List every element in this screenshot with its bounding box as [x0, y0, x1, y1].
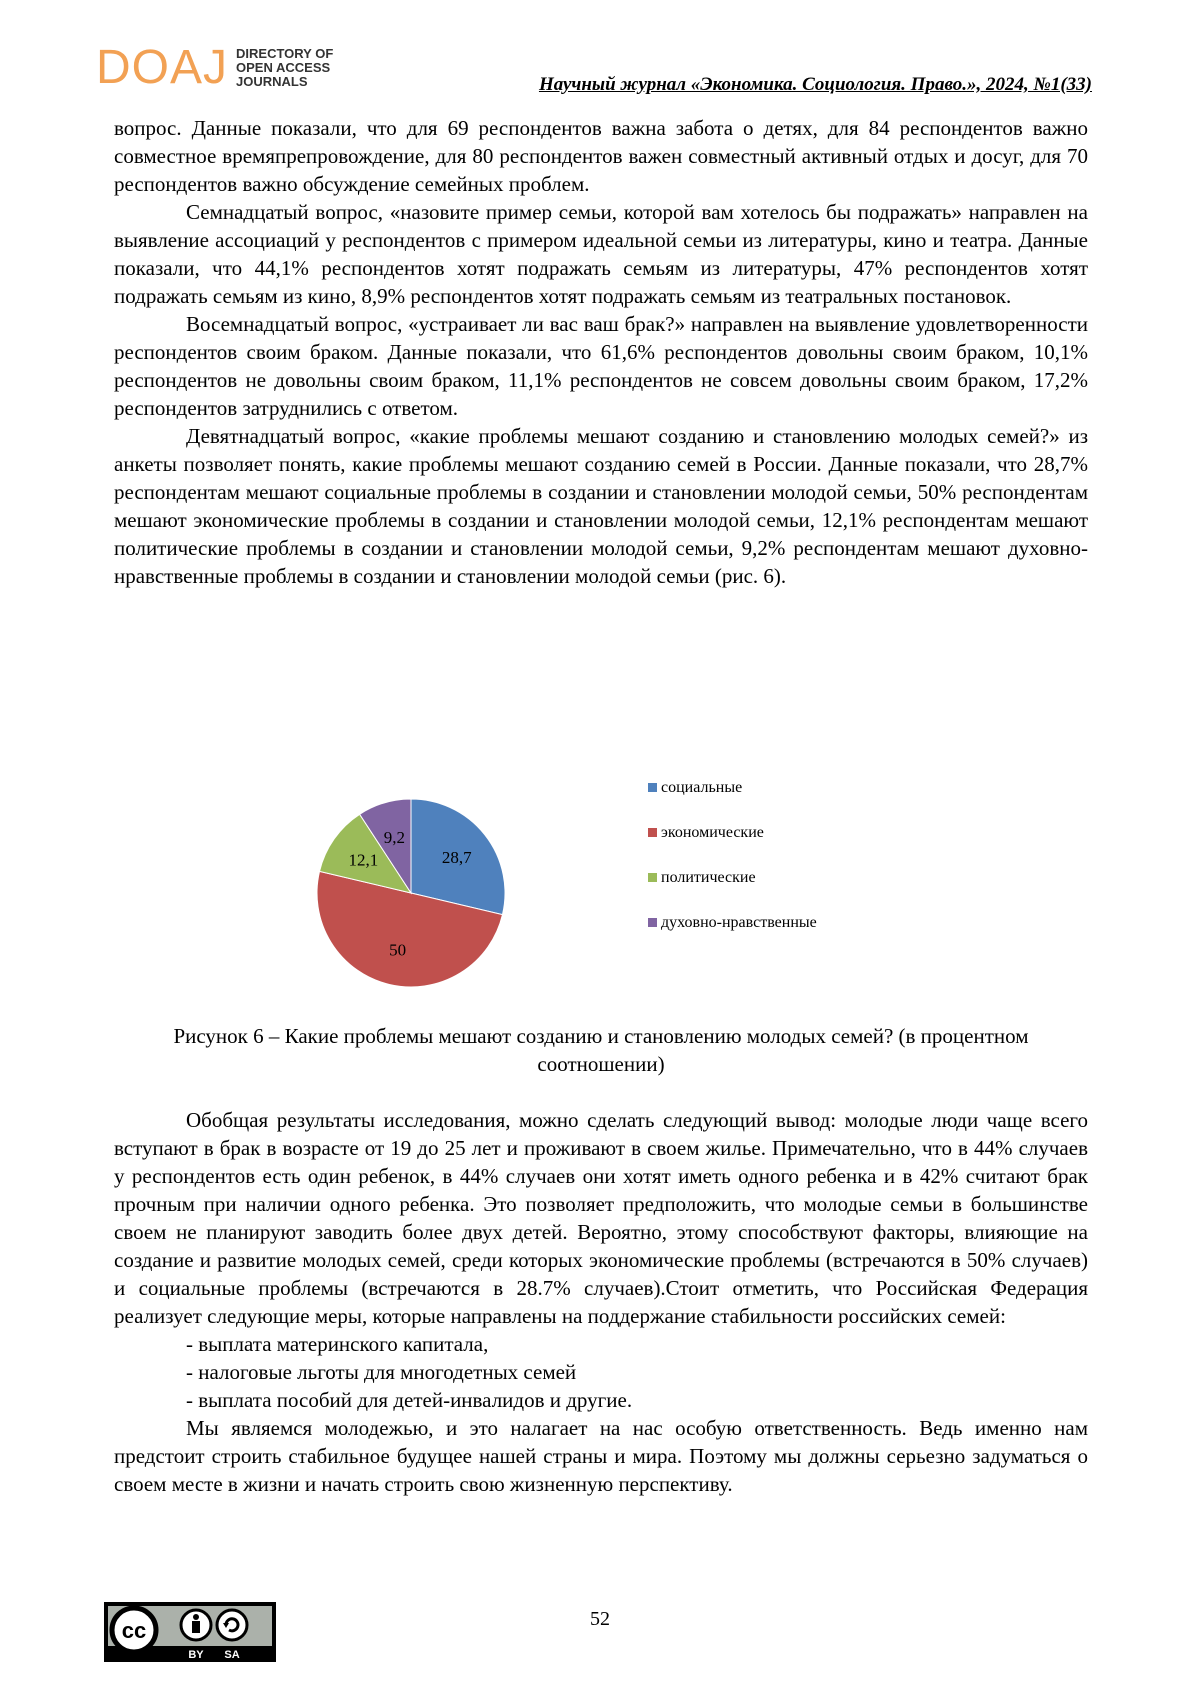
legend-label-3: политические	[661, 869, 756, 886]
pie-slice-label-1: 28,7	[441, 847, 472, 867]
by-label: BY	[188, 1649, 204, 1661]
page-header	[96, 41, 1096, 100]
doaj-sub-line-2: OPEN ACCESS	[236, 60, 331, 75]
paragraph-2: Семнадцатый вопрос, «назовите пример семьи, которой вам хотелось бы подражать» направлен на выявление ассоциаций у респондентов с примером идеальной семьи из литературы, кино и театра. Данные показали, что 44,1% респондентов хотят подражать семьям из литературы, 47% респондентов хотят подражать семьям из кино, 8,9% респондентов хотят подражать семьям из театральных постановок.	[114, 200, 1088, 308]
pie-chart	[114, 770, 1088, 1010]
body-text-top	[114, 114, 1088, 590]
paragraph-5: Обобщая результаты исследования, можно сделать следующий вывод: молодые люди чаще всего вступают в брак в возрасте от 19 до 25 лет и проживают в своем жилье. Примечательно, что в 44% случаев у респондентов есть один ребенок, в 44% случаев они хотят иметь одного ребенка и в 42% считают брак прочным при наличии одного ребенка. Это позволяет предположить, что молодые семьи в большинстве своем не планируют заводить более двух детей. Вероятно, этому способствуют факторы, влияющие на создание и развитие молодых семей, среди которых экономические проблемы (встречаются в 50% случаев) и социальные проблемы (встречаются в 28.7% случаев).Стоит отметить, что Российская Федерация реализует следующие меры, которые направлены на поддержание стабильности российских семей:	[114, 1108, 1088, 1328]
cc-icon-glyph: cc	[121, 1618, 147, 1643]
legend-swatch-3	[648, 873, 657, 882]
pie-slice-label-2: 50	[389, 940, 407, 960]
paragraph-4: Девятнадцатый вопрос, «какие проблемы мешают созданию и становлению молодых семей?» из анкеты позволяет понять, какие проблемы мешают созданию семей в России. Данные показали, что 28,7% респондентам мешают социальные проблемы в создании и становлении молодой семьи, 50% респондентам мешают экономические проблемы в создании и становлении молодой семьи, 12,1% респондентам мешают политические проблемы в создании и становлении молодой семьи, 9,2% респондентам мешают духовно-нравственные проблемы в создании и становлении молодой семьи (рис. 6).	[114, 424, 1088, 588]
doaj-logo	[96, 41, 334, 94]
closing-paragraph: Мы являемся молодежью, и это налагает на нас особую ответственность. Ведь именно нам предстоит строить стабильное будущее нашей страны и мира. Поэтому мы должны серьезно задуматься о своем месте в жизни и начать строить свою жизненную перспективу.	[114, 1416, 1088, 1496]
pie-chart-figure	[114, 770, 1088, 1010]
list-item-1: - выплата материнского капитала,	[186, 1332, 489, 1356]
cc-by-sa-badge	[104, 1602, 276, 1662]
legend-label-1: социальные	[661, 779, 743, 796]
paragraph-3: Восемнадцатый вопрос, «устраивает ли вас ваш брак?» направлен на выявление удовлетворенности респондентов своим браком. Данные показали, что 61,6% респондентов довольны своим браком, 10,1% респондентов не довольны своим браком, 11,1% респондентов не совсем довольны своим браком, 17,2% респондентов затруднились с ответом.	[114, 312, 1088, 420]
doaj-sub-line-1: DIRECTORY OF	[236, 46, 334, 61]
page-number: 52	[590, 1608, 610, 1630]
legend-swatch-4	[648, 918, 657, 927]
doaj-sub-line-3: JOURNALS	[236, 74, 308, 89]
pie-slice-label-4: 9,2	[383, 828, 406, 848]
sa-share-alike-icon	[217, 1610, 247, 1640]
journal-title: Научный журнал «Экономика. Социология. Право.», 2024, №1(33)	[538, 74, 1092, 95]
pie-slice-label-3: 12,1	[348, 850, 379, 870]
list-item-2: - налоговые льготы для многодетных семей	[186, 1360, 577, 1384]
doaj-logo-subtitle	[236, 47, 333, 89]
legend-swatch-1	[648, 783, 657, 792]
body-text-bottom	[114, 1106, 1088, 1498]
paragraph-1: вопрос. Данные показали, что для 69 респондентов важна забота о детях, для 84 респондентов важно совместное времяпрепровождение, для 80 респондентов важен совместный активный отдых и досуг, для 70 респондентов важно обсуждение семейных проблем.	[114, 116, 1088, 196]
legend-label-2: экономические	[661, 824, 764, 841]
figure-caption: Рисунок 6 – Какие проблемы мешают созданию и становлению молодых семей? (в процентном соотношении)	[173, 1024, 1029, 1076]
doaj-logo-mark: DOAJ	[96, 41, 229, 94]
legend-label-4: духовно-нравственные	[661, 914, 817, 931]
list-item-3: - выплата пособий для детей-инвалидов и другие.	[186, 1388, 633, 1412]
sa-label: SA	[224, 1649, 240, 1661]
legend-swatch-2	[648, 828, 657, 837]
